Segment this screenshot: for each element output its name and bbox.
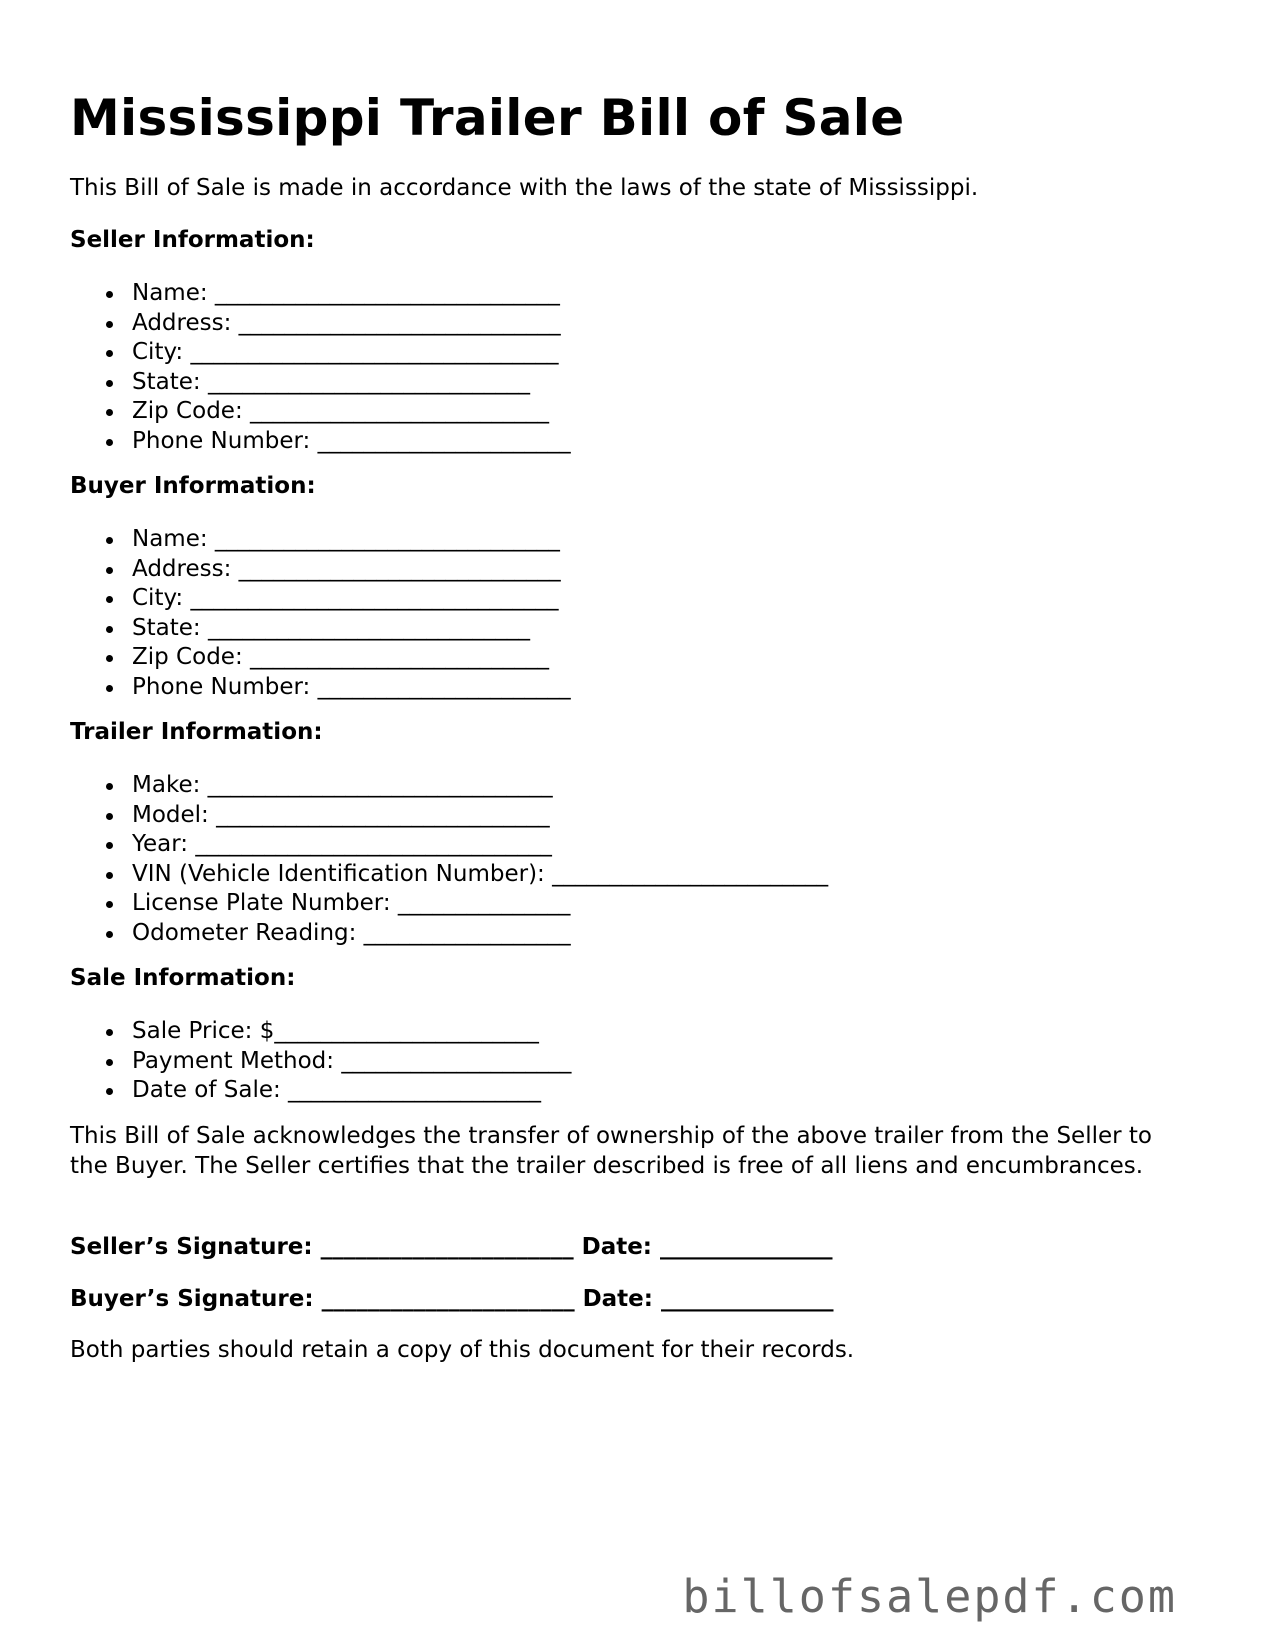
sale-price-field[interactable]: Sale Price: $_______________________ — [132, 1017, 571, 1047]
trailer-plate-field[interactable]: License Plate Number: _______________ — [132, 889, 828, 919]
trailer-make-field[interactable]: Make: ______________________________ — [132, 771, 828, 801]
trailer-model-field[interactable]: Model: _____________________________ — [132, 801, 828, 831]
intro-paragraph: This Bill of Sale is made in accordance with the laws of the state of Mississippi. — [70, 175, 979, 201]
watermark-text: billofsalepdf.com — [682, 1570, 1177, 1623]
acknowledgment-paragraph: This Bill of Sale acknowledges the transfer of ownership of the above trailer from the Seller to the Buyer. The Seller certifies that the trailer described is free of all liens and encumbrances. — [70, 1123, 1152, 1179]
seller-heading: Seller Information: — [70, 227, 315, 253]
seller-city-field[interactable]: City: ________________________________ — [132, 338, 571, 368]
trailer-section — [70, 718, 828, 949]
trailer-field-list — [70, 771, 828, 949]
buyer-signature-line[interactable]: Buyer’s Signature: ______________________ Date: _______________ — [70, 1286, 834, 1312]
buyer-state-field[interactable]: State: ____________________________ — [132, 614, 571, 644]
date-of-sale-field[interactable]: Date of Sale: ______________________ — [132, 1076, 571, 1106]
buyer-heading: Buyer Information: — [70, 473, 316, 499]
sale-field-list — [70, 1017, 571, 1106]
buyer-zip-field[interactable]: Zip Code: __________________________ — [132, 643, 571, 673]
seller-name-field[interactable]: Name: ______________________________ — [132, 279, 571, 309]
document-title: Mississippi Trailer Bill of Sale — [70, 89, 905, 147]
trailer-odometer-field[interactable]: Odometer Reading: __________________ — [132, 919, 828, 949]
buyer-city-field[interactable]: City: ________________________________ — [132, 584, 571, 614]
sale-heading: Sale Information: — [70, 965, 296, 991]
trailer-vin-field[interactable]: VIN (Vehicle Identification Number): ________________________ — [132, 860, 828, 890]
payment-method-field[interactable]: Payment Method: ____________________ — [132, 1047, 571, 1077]
buyer-phone-field[interactable]: Phone Number: ______________________ — [132, 673, 571, 703]
buyer-field-list — [70, 525, 571, 703]
seller-address-field[interactable]: Address: ____________________________ — [132, 309, 571, 339]
trailer-heading: Trailer Information: — [70, 719, 323, 745]
seller-state-field[interactable]: State: ____________________________ — [132, 368, 571, 398]
seller-phone-field[interactable]: Phone Number: ______________________ — [132, 427, 571, 457]
buyer-section — [70, 472, 571, 703]
seller-zip-field[interactable]: Zip Code: __________________________ — [132, 397, 571, 427]
seller-field-list — [70, 279, 571, 457]
closing-paragraph: Both parties should retain a copy of this document for their records. — [70, 1337, 855, 1363]
seller-section — [70, 226, 571, 457]
sale-section — [70, 964, 571, 1106]
trailer-year-field[interactable]: Year: _______________________________ — [132, 830, 828, 860]
buyer-name-field[interactable]: Name: ______________________________ — [132, 525, 571, 555]
seller-signature-line[interactable]: Seller’s Signature: ______________________ Date: _______________ — [70, 1234, 833, 1260]
buyer-address-field[interactable]: Address: ____________________________ — [132, 555, 571, 585]
